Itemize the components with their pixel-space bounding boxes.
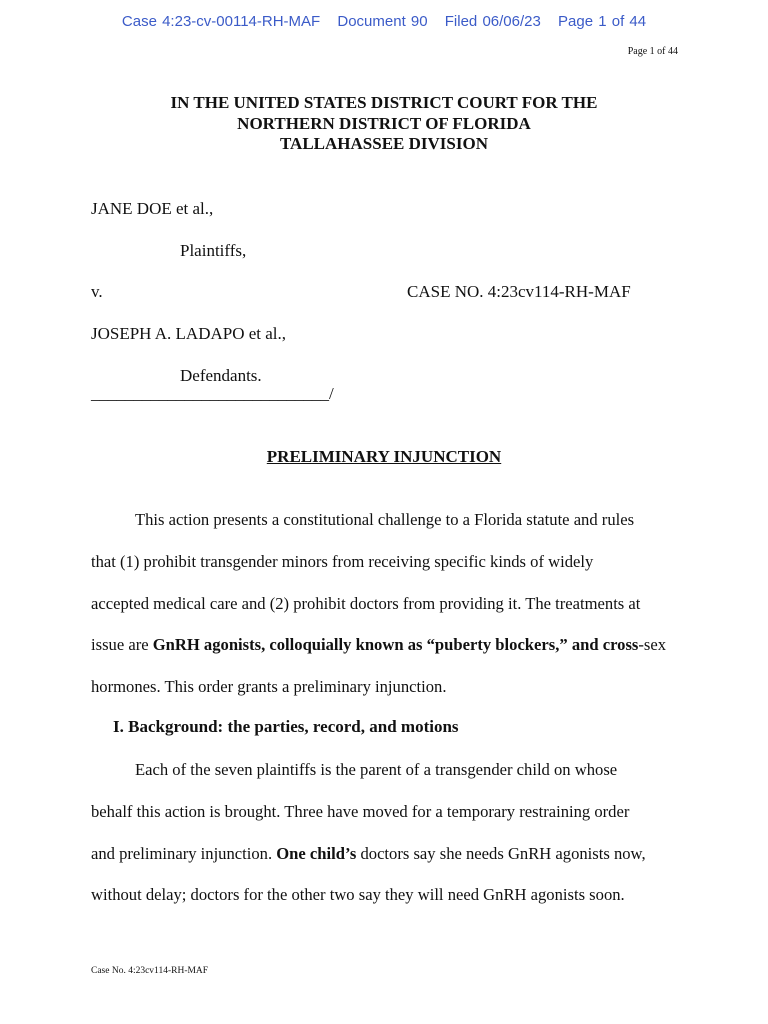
docket-filed-date: Filed 06/06/23	[444, 13, 541, 30]
paragraph1-line4-a: issue are	[91, 635, 153, 654]
paragraph1-line5: hormones. This order grants a preliminary injunction.	[91, 677, 447, 696]
caption-separator: ____________________________/	[91, 384, 334, 403]
paragraph1-line3: accepted medical care and (2) prohibit doctors from providing it. The treatments at	[91, 594, 641, 613]
paragraph2-line4: without delay; doctors for the other two say they will need GnRH agonists soon.	[91, 885, 625, 904]
docket-case-number: Case 4:23-cv-00114-RH-MAF	[121, 13, 321, 30]
paragraph1-line4-c: -sex	[638, 635, 667, 654]
paragraph2-line3-b: One child’s	[276, 844, 357, 863]
paragraph1-line4	[91, 635, 666, 655]
court-line-2: NORTHERN DISTRICT OF FLORIDA	[237, 113, 531, 133]
footer-case-number: Case No. 4:23cv114-RH-MAF	[91, 966, 209, 976]
versus-label: v.	[91, 282, 103, 301]
paragraph2-line3-a: and preliminary injunction.	[91, 844, 277, 863]
docket-stamp	[0, 13, 768, 30]
plaintiff-name: JANE DOE et al.,	[91, 199, 214, 218]
plaintiff-role: Plaintiffs,	[180, 241, 247, 260]
case-number: CASE NO. 4:23cv114-RH-MAF	[407, 282, 631, 301]
court-line-1: IN THE UNITED STATES DISTRICT COURT FOR THE	[170, 93, 598, 112]
court-line-3: TALLAHASSEE DIVISION	[279, 134, 488, 153]
document-title-text: PRELIMINARY INJUNCTION	[266, 447, 502, 466]
paragraph1-line2: that (1) prohibit transgender minors from receiving specific kinds of widely	[91, 552, 594, 571]
docket-page-count: Page 1 of 44	[558, 13, 647, 30]
section-heading: I. Background: the parties, record, and motions	[113, 717, 459, 736]
document-title	[0, 447, 768, 467]
court-heading	[0, 93, 768, 155]
defendant-role: Defendants.	[180, 366, 262, 385]
paragraph2-line3-c: doctors say she needs GnRH agonists now,	[356, 844, 646, 863]
page-number-top: Page 1 of 44	[627, 46, 678, 57]
paragraph1-line4-b: GnRH agonists, colloquially known as “puberty blockers,” and cross	[152, 635, 639, 654]
defendant-name: JOSEPH A. LADAPO et al.,	[91, 324, 287, 343]
docket-document-number: Document 90	[337, 13, 428, 30]
paragraph2-line2: behalf this action is brought. Three have moved for a temporary restraining order	[91, 802, 630, 821]
paragraph2-line1: Each of the seven plaintiffs is the parent of a transgender child on whose	[135, 760, 618, 779]
paragraph1-line1: This action presents a constitutional challenge to a Florida statute and rules	[135, 510, 635, 529]
paragraph2-line3	[91, 844, 646, 864]
